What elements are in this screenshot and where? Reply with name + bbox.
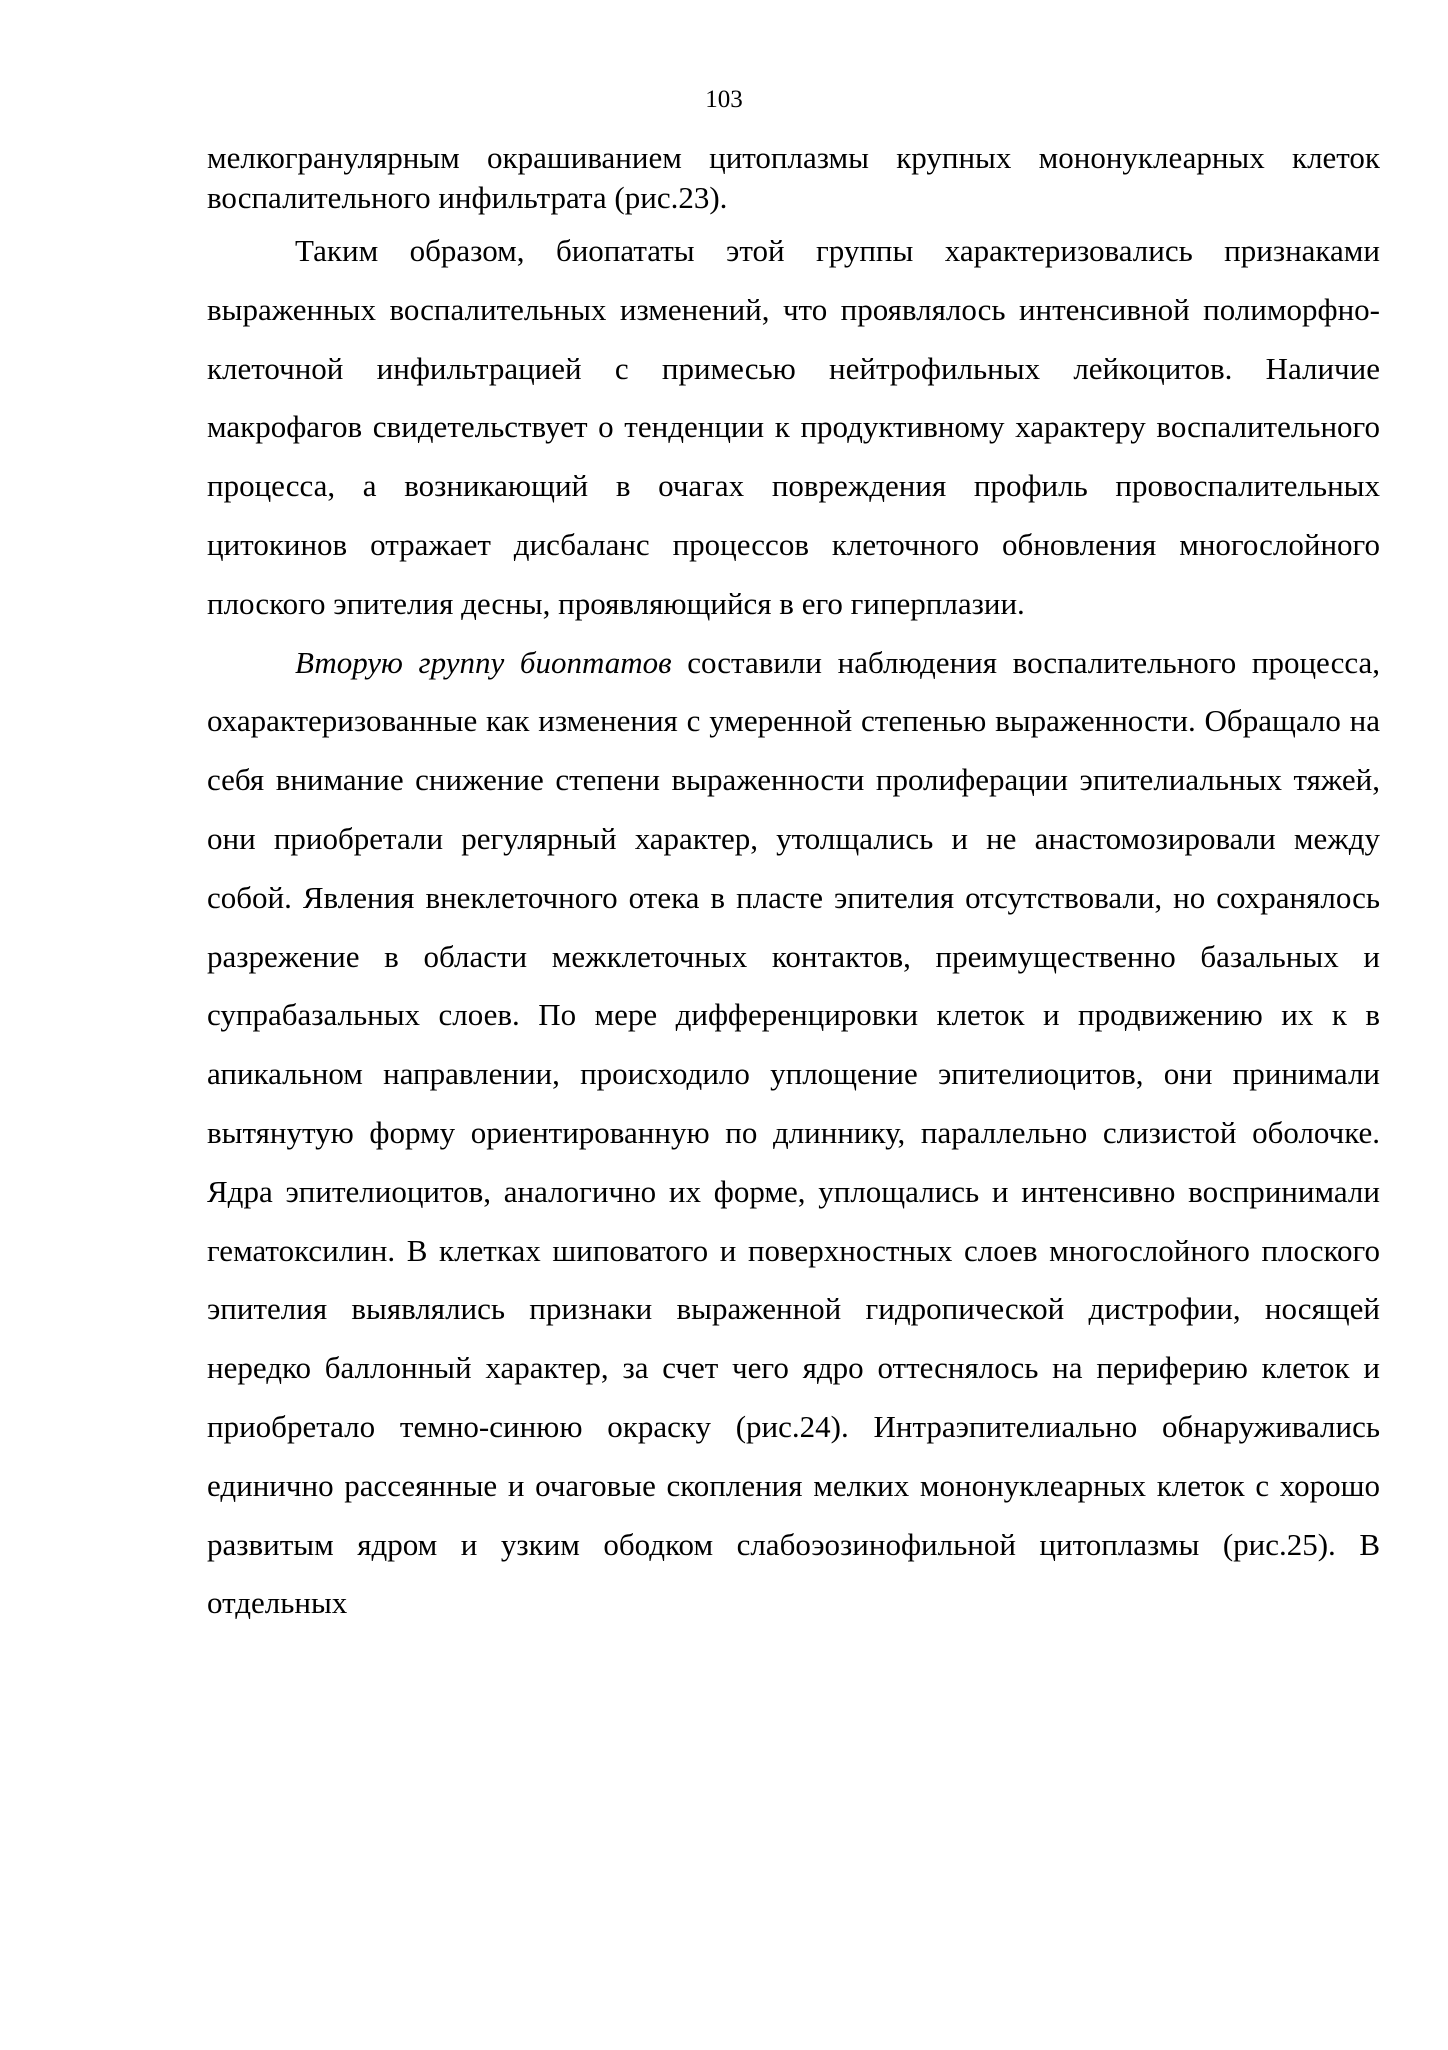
paragraph-second-group — [207, 634, 1380, 1634]
paragraph-lead-in: Вторую группу биоптатов — [295, 644, 672, 680]
paragraph-body-text: составили наблюдения воспалительного процесса, охарактеризованные как изменения с умеренной степенью выраженности. Обращало на себя внимание снижение степени выраженности пролиферации эпителиальных тяжей, они приобретали регулярный характер, утолщались и не анастомозировали между собой. Явления внеклеточного отека в пласте эпителия отсутствовали, но сохранялось разрежение в области межклеточных контактов, преимущественно базальных и супрабазальных слоев. По мере дифференцировки клеток и продвижению их к в апикальном направлении, происходило уплощение эпителиоцитов, они принимали вытянутую форму ориентированную по длиннику, параллельно слизистой оболочке. Ядра эпителиоцитов, аналогично их форме, уплощались и интенсивно воспринимали гематоксилин. В клетках шиповатого и поверхностных слоев многослойного плоского эпителия выявлялись признаки выраженной гидропической дистрофии, носящей нередко баллонный характер, за счет чего ядро оттеснялось на периферию клеток и приобретало темно-синюю окраску (рис.24). Интраэпителиально обнаруживались единично рассеянные и очаговые скопления мелких мононуклеарных клеток с хорошо развитым ядром и узким ободком слабоэозинофильной цитоплазмы (рис.25). В отдельных — [207, 644, 1380, 1621]
document-body — [207, 138, 1380, 1633]
page-number: 103 — [705, 86, 743, 113]
paragraph-continuation: мелкогранулярным окрашиванием цитоплазмы крупных мононуклеарных клеток воспалительного инфильтрата (рис.23). — [207, 140, 1380, 215]
paragraph-summary: Таким образом, биопататы этой группы характеризовались признаками выраженных воспалительных изменений, что проявлялось интенсивной полиморфно-клеточной инфильтрацией с примесью нейтрофильных лейкоцитов. Наличие макрофагов свидетельствует о тенденции к продуктивному характеру воспалительного процесса, а возникающий в очагах повреждения профиль провоспалительных цитокинов отражает дисбаланс процессов клеточного обновления многослойного плоского эпителия десны, проявляющийся в его гиперплазии. — [207, 233, 1380, 621]
